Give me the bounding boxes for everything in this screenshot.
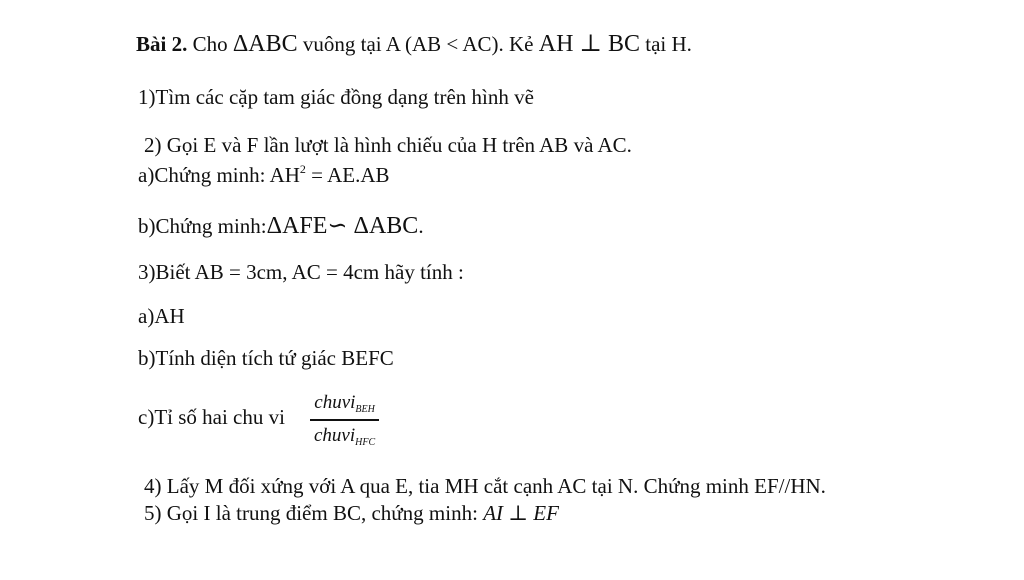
denominator-subscript: HFC — [355, 436, 376, 448]
fraction-bar — [310, 419, 379, 421]
question-2b — [138, 214, 424, 238]
intro-text-2: vuông tại A (AB < AC). Kẻ — [297, 32, 539, 56]
expr-ah: AH — [269, 163, 300, 187]
problem-statement — [136, 32, 692, 56]
perpendicular-ah-bc: AH ⊥ BC — [538, 31, 640, 57]
fraction-numerator: chuvi$_{BEH}$ — [314, 392, 375, 415]
perpendicular-ai-ef: AI ⊥ EF — [483, 501, 559, 525]
similar-triangles-expr: ΔAFE∽ ΔABC — [266, 213, 419, 239]
question-3a: a)AH — [138, 304, 185, 328]
triangle-abc: ΔABC — [232, 31, 298, 57]
question-5-text: 5) Gọi I là trung điểm BC, chứng minh: — [144, 501, 484, 525]
question-5 — [144, 503, 559, 524]
perimeter-ratio-fraction — [310, 393, 379, 448]
numerator-subscript: BEH — [355, 404, 375, 415]
question-3: 3)Biết AB = 3cm, AC = 4cm hãy tính : — [138, 260, 464, 284]
intro-text-1: Cho — [187, 32, 233, 56]
question-2: 2) Gọi E và F lần lượt là hình chiếu của H trên AB và AC. — [144, 133, 632, 157]
question-3b: b)Tính diện tích tứ giác BEFC — [138, 346, 394, 370]
question-2a — [138, 163, 390, 186]
exponent: 2 — [299, 162, 306, 176]
problem-heading: Bài 2. — [136, 32, 188, 56]
expr-ae-ab: = AE.AB — [305, 163, 390, 187]
question-1: 1)Tìm các cặp tam giác đồng dạng trên hình vẽ — [138, 85, 534, 109]
question-4: 4) Lấy M đối xứng với A qua E, tia MH cắt cạnh AC tại N. Chứng minh EF//HN. — [144, 474, 826, 498]
period: . — [418, 214, 424, 238]
question-2b-label: b)Chứng minh: — [138, 214, 267, 238]
question-2a-label: a)Chứng minh: — [138, 163, 270, 187]
fraction-denominator: chuvi$_{HFC}$ — [314, 424, 376, 448]
intro-text-3: tại H. — [639, 32, 692, 56]
question-3c-label: c)Tỉ số hai chu vi — [138, 405, 285, 429]
